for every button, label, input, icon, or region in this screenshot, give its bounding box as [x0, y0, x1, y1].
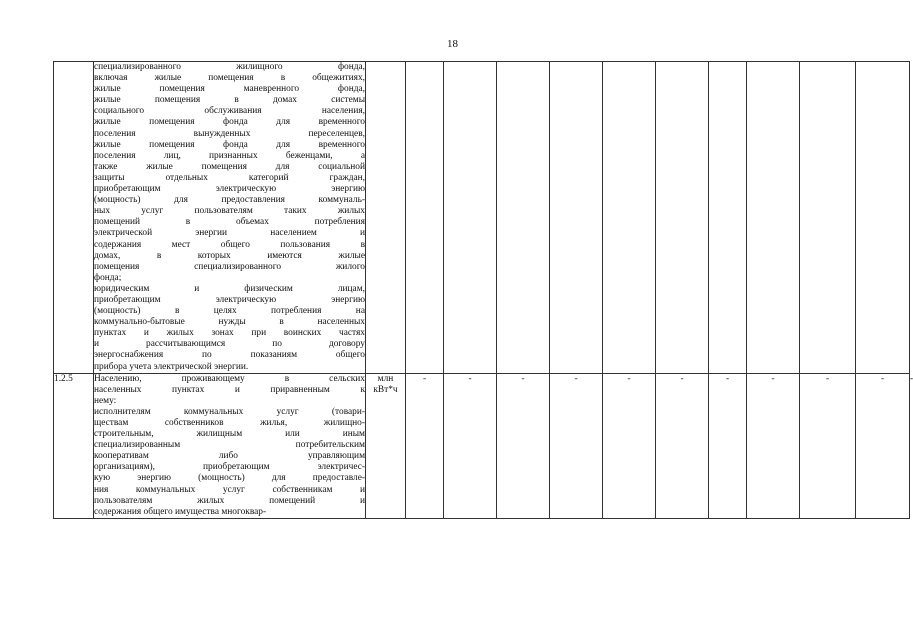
- description-line: помещений в объемах потребления: [94, 217, 365, 228]
- description-line: электрической энергии населением и: [94, 228, 365, 239]
- description-line: ния коммунальных услуг собственникам и: [94, 484, 365, 495]
- description-line: пунктах и жилых зонах при воинских частях: [94, 328, 365, 339]
- description-line: ществам собственников жилья, жилищно-: [94, 418, 365, 428]
- description-line: ных услуг пользователям таких жилых: [94, 206, 365, 217]
- tariff-table: [53, 61, 913, 519]
- description-line: кую энергию (мощность) для предоставле-: [94, 473, 365, 484]
- description-line: жилые помещения в домах системы: [94, 95, 365, 106]
- table-row: [54, 62, 910, 374]
- value-cell: -: [550, 373, 603, 518]
- unit-label: кВт*ч: [373, 384, 398, 395]
- description-line: организациям), приобретающим электричес-: [94, 462, 365, 473]
- description-line: помещения специализированного жилого: [94, 261, 365, 272]
- description-line: исполнителям коммунальных услуг (товари-: [94, 406, 365, 417]
- unit-label: млн: [377, 373, 394, 384]
- value-cell: -: [406, 373, 444, 518]
- value-cell: [550, 62, 603, 374]
- table-row: 1.2.5 Населению, проживающему в сельских населенных пунктах и приравненным к нему: исполнителям коммунальных услуг (товари- ществам собственников жилья, жилищно- строительным, жилищным или иным специализированным потребительским кооперативам либо управляющим организациям), приобретающим электричес- кую энергию (мощность) для предоставле- ния коммунальных услуг собственникам и пользователям жилых помещений и содержания общего имущества многоквар- млн кВт*ч - - - - - - - - - - -: [54, 373, 913, 517]
- value-cell: -: [800, 373, 856, 518]
- description-line: также жилые помещения для социальной: [94, 161, 365, 172]
- value-cell: -: [497, 373, 550, 518]
- description-line: нему:: [94, 395, 117, 406]
- description-line: социального обслуживания населения,: [94, 106, 365, 117]
- description-line: юридическим и физическим лицам,: [94, 283, 365, 294]
- description-line: содержания мест общего пользования в: [94, 239, 365, 250]
- value-cell: [406, 62, 444, 374]
- row-description: [94, 62, 366, 374]
- value-cell: -: [656, 373, 709, 518]
- description-line: приобретающим электрическую энергию: [94, 294, 365, 305]
- description-line: фонда;: [94, 272, 122, 283]
- value-cell: -: [603, 373, 656, 518]
- page-number: 18: [447, 38, 458, 50]
- value-cell: [444, 62, 497, 374]
- value-cell: -: [856, 373, 910, 518]
- value-cell: [747, 62, 800, 374]
- description-line: включая жилые помещения в общежитиях,: [94, 73, 365, 84]
- row-description: [94, 373, 366, 518]
- description-line: жилые помещения фонда для временного: [94, 117, 365, 128]
- value-cell: [656, 62, 709, 374]
- unit-cell: [366, 62, 406, 374]
- value-cell: [497, 62, 550, 374]
- value-cell: [603, 62, 656, 374]
- description-line: пользователям жилых помещений и: [94, 495, 365, 506]
- description-line: защиты отдельных категорий граждан,: [94, 172, 365, 183]
- value-cell: [709, 62, 747, 374]
- description-line: и рассчитывающимся по договору: [94, 339, 365, 350]
- description-line: энергоснабжения по показаниям общего: [94, 350, 365, 361]
- description-line: строительным, жилищным или иным: [94, 429, 365, 440]
- description-line: содержания общего имущества многоквар-: [94, 506, 267, 517]
- value-cell: [856, 62, 910, 374]
- description-line: приобретающим электрическую энергию: [94, 184, 365, 195]
- unit-cell: [366, 373, 406, 518]
- value-cell: -: [709, 373, 747, 518]
- description-line: специализированным потребительским: [94, 440, 365, 451]
- description-line: домах, в которых имеются жилые: [94, 250, 365, 261]
- value-cell: -: [444, 373, 497, 518]
- description-line: Населению, проживающему в сельских: [94, 373, 365, 384]
- value-cell: -: [747, 373, 800, 518]
- description-line: поселения вынужденных переселенцев,: [94, 128, 365, 139]
- description-line: (мощность) в целях потребления на: [94, 306, 365, 317]
- description-line: населенных пунктах и приравненным к: [94, 384, 365, 395]
- value-cell: [800, 62, 856, 374]
- row-number: [54, 62, 94, 374]
- description-line: жилые помещения фонда для временного: [94, 139, 365, 150]
- description-line: жилые помещения маневренного фонда,: [94, 84, 365, 95]
- description-line: поселения лиц, признанных беженцами, а: [94, 150, 365, 161]
- description-line: (мощность) для предоставления коммуналь-: [94, 195, 365, 206]
- description-line: специализированного жилищного фонда,: [94, 62, 365, 72]
- description-line: коммунально-бытовые нужды в населенных: [94, 317, 365, 328]
- description-line: кооперативам либо управляющим: [94, 451, 365, 462]
- row-number: 1.2.5: [54, 373, 94, 518]
- description-line: прибора учета электрической энергии.: [94, 361, 249, 372]
